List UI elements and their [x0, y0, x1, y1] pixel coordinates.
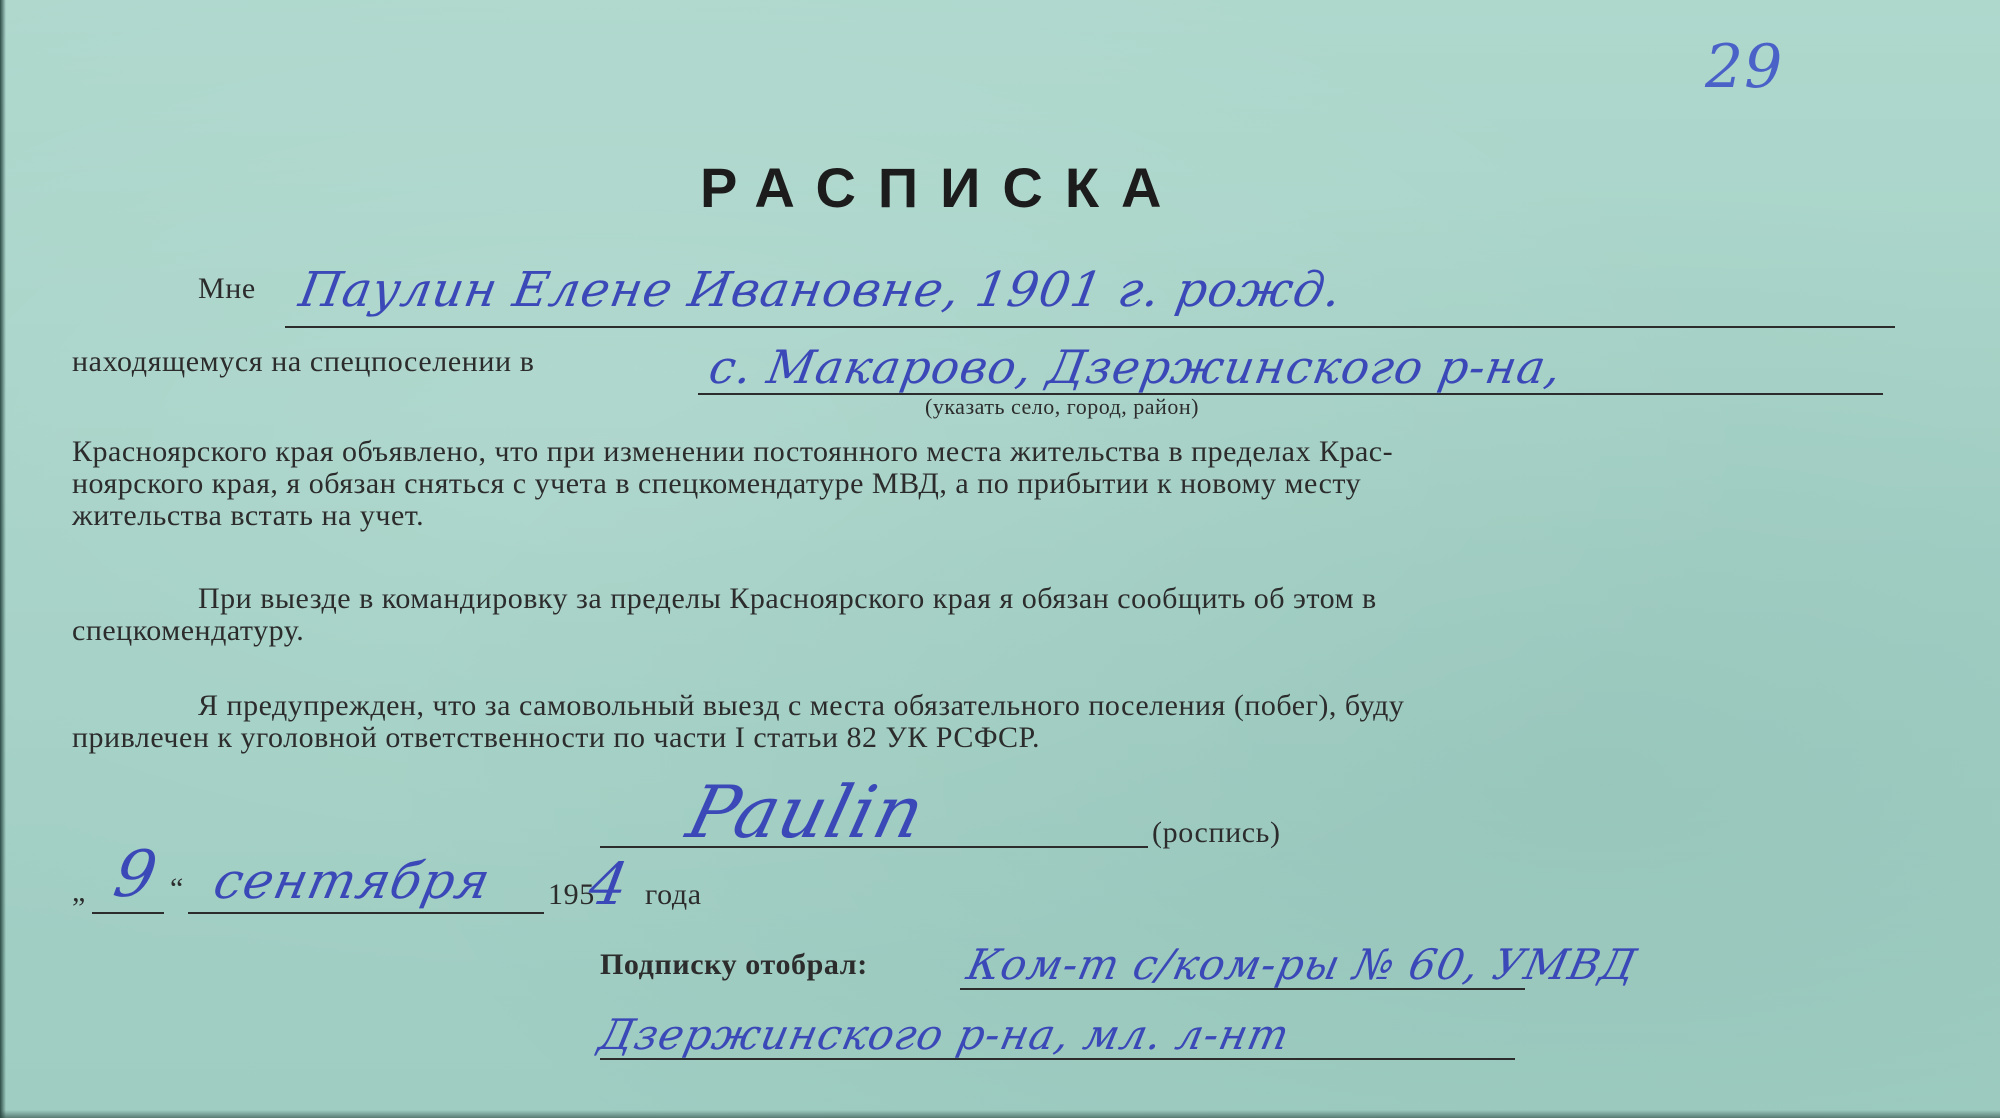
- paragraph-1: [72, 436, 1892, 532]
- handwritten-signature: Paulin: [679, 770, 934, 854]
- date-year-label: года: [645, 878, 702, 911]
- page-number: 29: [1705, 32, 1784, 102]
- scan-edge-left: [0, 0, 6, 1118]
- settlement-handwritten-place: с. Макарово, Дзержинского р-на,: [705, 340, 1567, 394]
- recipient-underline: [285, 326, 1895, 328]
- date-year-handwritten-digit: 4: [584, 850, 634, 918]
- settlement-label: находящемуся на спецпоселении в: [72, 345, 535, 378]
- recipient-label: Мне: [198, 272, 256, 305]
- paragraph-3: [72, 690, 1892, 754]
- date-month-handwritten: сентября: [208, 852, 496, 910]
- date-close-quote: “: [170, 872, 184, 905]
- paragraph-2-line-1: При выезде в командировку за пределы Красноярского края я обязан сообщить об этом в: [198, 582, 1377, 615]
- scan-edge-bottom: [0, 1110, 2000, 1118]
- date-open-quote: „: [72, 875, 86, 908]
- settlement-note: (указать село, город, район): [925, 394, 1199, 419]
- taken-by-label: Подписку отобрал:: [600, 948, 868, 981]
- date-year-prefix: 195: [548, 878, 595, 911]
- paragraph-1-line-2: ноярского края, я обязан сняться с учета в спецкомендатуре МВД, а по прибытии к новому месту: [72, 467, 1362, 500]
- date-day-underline: [92, 912, 164, 914]
- document-title: РАСПИСКА: [700, 156, 1184, 219]
- paragraph-2-line-2: спецкомендатуру.: [72, 614, 305, 647]
- date-day-handwritten: 9: [108, 838, 164, 912]
- taken-by-handwritten-line-2: Дзержинского р-на, мл. л-нт: [594, 1010, 1295, 1059]
- signature-label: (роспись): [1152, 816, 1281, 849]
- date-month-underline: [188, 912, 544, 914]
- paragraph-1-line-3: жительства встать на учет.: [72, 499, 425, 532]
- paragraph-3-line-2: привлечен к уголовной ответственности по части I статьи 82 УК РСФСР.: [72, 721, 1040, 754]
- recipient-handwritten-name: Паулин Елене Ивановне, 1901 г. рожд.: [295, 262, 1347, 318]
- paragraph-1-line-1: Красноярского края объявлено, что при изменении постоянного места жительства в пределах Крас-: [72, 435, 1394, 468]
- paragraph-2: [72, 583, 1892, 647]
- taken-by-handwritten-line-1: Ком-т с/ком-ры № 60, УМВД: [962, 940, 1642, 989]
- paragraph-3-line-1: Я предупрежден, что за самовольный выезд с места обязательного поселения (побег), буду: [198, 689, 1405, 722]
